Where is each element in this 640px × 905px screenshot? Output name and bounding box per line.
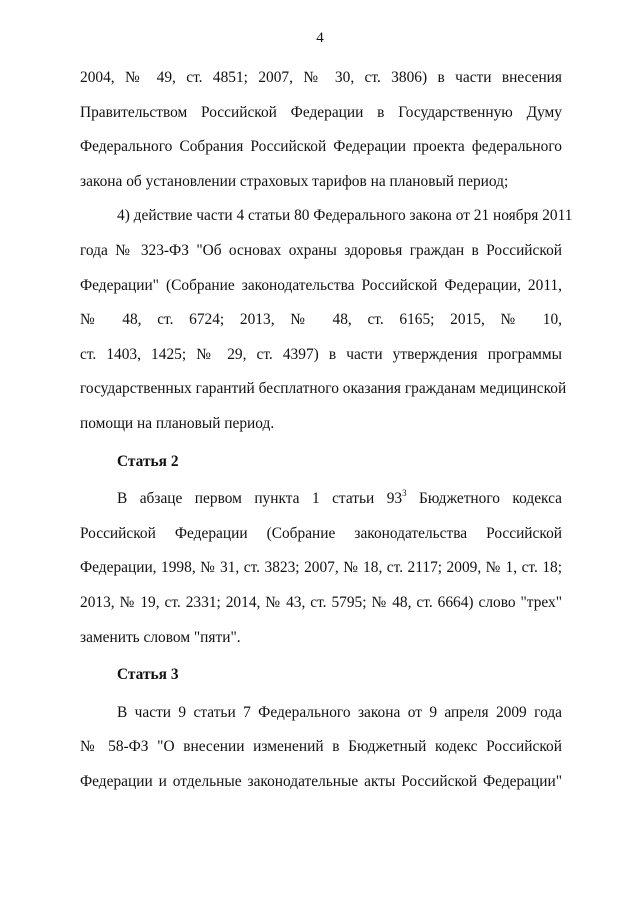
text-line: 2004, № 49, ст. 4851; 2007, № 30, ст. 3806) в части внесения xyxy=(80,69,562,86)
article-heading: Статья 3 xyxy=(117,666,179,684)
text-line: Федерации, 1998, № 31, ст. 3823; 2007, № 18, ст. 2117; 2009, № 1, ст. 18; xyxy=(80,559,562,577)
text-segment: В абзаце первом пункта 1 статьи 93 xyxy=(117,490,403,508)
text-line: Российской Федерации (Собрание законодательства Российской xyxy=(80,524,562,542)
text-line: государственных гарантий бесплатного оказания гражданам медицинской xyxy=(80,380,567,398)
text-line xyxy=(80,482,562,517)
paragraph-item-4 xyxy=(80,199,573,441)
text-line: года № 323-ФЗ "Об основах охраны здоровья граждан в Российской xyxy=(80,241,562,259)
article-2-body xyxy=(80,482,562,655)
article-3-body xyxy=(80,696,562,800)
text-line: Федерации" (Собрание законодательства Российской Федерации, 2011, xyxy=(80,276,562,294)
text-line: Правительством Российской Федерации в Государственную Думу xyxy=(80,103,562,121)
text-line: 4) действие части 4 статьи 80 Федерального закона от 21 ноября 2011 xyxy=(117,207,573,225)
page-number: 4 xyxy=(316,30,324,46)
text-line: № 48, ст. 6724; 2013, № 48, ст. 6165; 2015, № 10, xyxy=(80,311,562,329)
text-line: № 58-ФЗ "О внесении изменений в Бюджетный кодекс Российской xyxy=(80,738,562,756)
text-line: заменить словом "пяти". xyxy=(80,628,241,646)
text-line: ст. 1403, 1425; № 29, ст. 4397) в части утверждения программы xyxy=(80,345,562,363)
text-line: Федерального Собрания Российской Федерации проекта федерального xyxy=(80,138,562,156)
superscript: 3 xyxy=(402,488,407,499)
paragraph-continuation xyxy=(80,61,562,199)
text-line: Федерации и отдельные законодательные акты Российской Федерации" xyxy=(80,772,562,790)
text-line: закона об установлении страховых тарифов на плановый период; xyxy=(80,172,509,190)
document-body xyxy=(80,61,573,799)
article-heading: Статья 2 xyxy=(117,452,179,470)
text-line: В части 9 статьи 7 Федерального закона от 9 апреля 2009 года xyxy=(117,703,562,721)
text-line: 2013, № 19, ст. 2331; 2014, № 43, ст. 5795; № 48, ст. 6664) слово "трех" xyxy=(80,593,562,611)
text-segment: Бюджетного кодекса xyxy=(406,490,562,508)
text-line: помощи на плановый период. xyxy=(80,414,275,432)
